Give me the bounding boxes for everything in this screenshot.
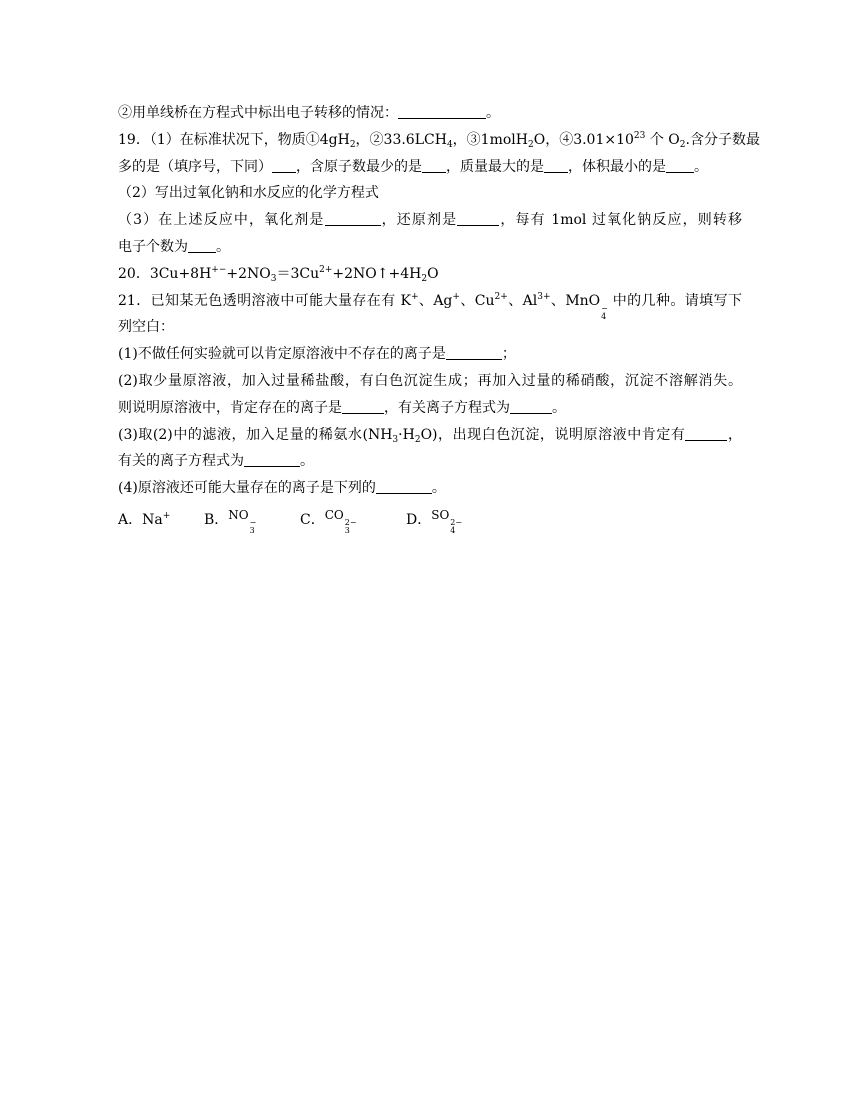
superscript: − bbox=[249, 517, 257, 527]
subscript: 3 bbox=[270, 273, 277, 284]
q21-line2 bbox=[118, 317, 742, 338]
superscript: +− bbox=[211, 264, 227, 275]
q19-part2-line bbox=[118, 183, 742, 204]
q20-equation: 20．3Cu+8H bbox=[118, 265, 212, 282]
q19-text: 个 O bbox=[645, 131, 680, 148]
q21-part3-line2 bbox=[118, 451, 742, 472]
q21-part2-line2 bbox=[118, 398, 742, 419]
answer-blank bbox=[685, 426, 727, 441]
q19-text: ，③1molH bbox=[452, 131, 528, 148]
superscript: + bbox=[452, 291, 460, 302]
subscript: 2 bbox=[421, 273, 428, 284]
q21-text: (2)取少量原溶液，加入过量稀盐酸，有白色沉淀生成；再加入过量的稀硝酸，沉淀不溶解消失。 bbox=[118, 372, 742, 389]
punct: 。 bbox=[694, 158, 708, 175]
q21-part4-line bbox=[118, 478, 742, 499]
subscript: 3 bbox=[344, 525, 350, 535]
q21-part2-line bbox=[118, 371, 742, 392]
q21-part1-line bbox=[118, 344, 742, 365]
q19-text: 多的是（填序号，下同） bbox=[118, 158, 272, 175]
choice-c-label: C． bbox=[300, 511, 325, 528]
q19-part3-line2 bbox=[118, 237, 742, 258]
q21-part3-line bbox=[118, 425, 742, 446]
q19-text: ，体积最小的是 bbox=[568, 158, 666, 175]
superscript: − bbox=[601, 303, 608, 313]
q21-text: ，有关离子方程式为 bbox=[384, 399, 510, 416]
q21-text: (3)取(2)中的滤液，加入足量的稀氨水(NH bbox=[118, 426, 393, 443]
q21-text: 则说明原溶液中，肯定存在的离子是 bbox=[118, 399, 342, 416]
q19-text: .含分子数最 bbox=[685, 131, 760, 148]
q21-text: 中的几种。请填写下 bbox=[607, 292, 743, 309]
subscript: 3 bbox=[392, 434, 399, 445]
ion-formula: CO bbox=[324, 507, 344, 522]
q21-text: 、MnO bbox=[550, 292, 601, 309]
q21-text: ·H bbox=[398, 426, 415, 443]
q21-text: 21．已知某无色透明溶液中可能大量存在有 K bbox=[118, 292, 411, 309]
subscript: 2 bbox=[349, 139, 356, 150]
answer-blank bbox=[457, 211, 499, 226]
subscript: 4 bbox=[601, 311, 607, 321]
q21-text: O)，出现白色沉淀，说明原溶液中肯定有 bbox=[420, 426, 686, 443]
choice-a bbox=[118, 510, 204, 531]
q18-part2-text: ②用单线桥在方程式中标出电子转移的情况： bbox=[118, 105, 398, 121]
ion-formula: NO bbox=[228, 507, 249, 522]
q21-text: (1)不做任何实验就可以肯定原溶液中不存在的离子是 bbox=[118, 346, 446, 363]
q21-text: 、Cu bbox=[459, 292, 495, 309]
superscript: 3+ bbox=[537, 291, 551, 302]
answer-blank bbox=[342, 399, 384, 414]
q21-text: 、Ag bbox=[418, 292, 453, 309]
subscript: 4 bbox=[446, 139, 453, 150]
subscript: 2 bbox=[679, 139, 686, 150]
q19-text: 电子个数为 bbox=[118, 238, 188, 255]
choice-d-ion bbox=[431, 505, 462, 535]
choice-b-ion bbox=[228, 505, 256, 535]
answer-blank bbox=[244, 452, 300, 467]
answer-blank bbox=[544, 158, 568, 173]
superscript: 2− bbox=[344, 517, 357, 527]
q19-text: ，②33.6LCH bbox=[355, 131, 447, 148]
subscript: 3 bbox=[249, 525, 255, 535]
answer-blank bbox=[376, 479, 432, 494]
choice-d bbox=[406, 505, 496, 535]
q20-equation: +2NO bbox=[226, 265, 271, 282]
answer-blank bbox=[446, 345, 502, 360]
answer-blank bbox=[666, 158, 694, 173]
q19-text: ，每有 1mol 过氧化钠反应，则转移 bbox=[499, 212, 742, 229]
choice-c bbox=[300, 505, 406, 535]
superscript: + bbox=[162, 510, 171, 521]
q21-text: 有关的离子方程式为 bbox=[118, 453, 244, 470]
q19-text: ，还原剂是 bbox=[380, 212, 458, 229]
q19-text: ，含原子数最少的是 bbox=[296, 158, 422, 175]
q21-text: 列空白： bbox=[118, 319, 174, 336]
punct: 。 bbox=[552, 399, 566, 416]
q19-text: O，④3.01×10 bbox=[533, 131, 634, 148]
q19-part2-text: （2）写出过氧化钠和水反应的化学方程式 bbox=[118, 185, 379, 202]
superscript: 23 bbox=[633, 130, 646, 141]
q21-text: 、Al bbox=[507, 292, 538, 309]
ion-script bbox=[250, 519, 257, 535]
q19-part3-line bbox=[118, 210, 742, 231]
choice-a-label: A．Na bbox=[118, 511, 163, 528]
superscript: 2+ bbox=[319, 264, 333, 275]
question-content bbox=[118, 103, 760, 535]
choice-b bbox=[204, 505, 300, 535]
answer-blank bbox=[188, 238, 216, 253]
punct: 。 bbox=[431, 480, 446, 497]
ion-script bbox=[345, 519, 357, 535]
answer-blank bbox=[325, 211, 381, 226]
q18-part2-line bbox=[118, 103, 742, 124]
ion-script bbox=[601, 305, 608, 321]
q19-line2 bbox=[118, 157, 742, 178]
choice-c-ion bbox=[325, 505, 357, 535]
q19-text: ，质量最大的是 bbox=[446, 158, 544, 175]
q19-text: （3）在上述反应中，氧化剂是 bbox=[118, 212, 325, 229]
q20-equation: +2NO↑+4H bbox=[332, 265, 422, 282]
q20-equation: ＝3Cu bbox=[276, 265, 320, 282]
q21-line1 bbox=[118, 291, 743, 321]
answer-blank bbox=[398, 104, 486, 119]
answer-blank bbox=[510, 399, 552, 414]
q20-equation: O bbox=[427, 265, 439, 282]
ion-script bbox=[450, 519, 462, 535]
choices-line bbox=[118, 505, 742, 535]
punct: ； bbox=[501, 346, 516, 363]
punct: 。 bbox=[486, 105, 500, 121]
punct: ， bbox=[727, 426, 742, 443]
q20-line bbox=[118, 264, 742, 285]
q19-text: 19．（1）在标准状况下，物质①4gH bbox=[118, 131, 350, 148]
punct: 。 bbox=[216, 238, 230, 255]
q19-line1 bbox=[118, 130, 760, 151]
subscript: 2 bbox=[527, 139, 534, 150]
choice-b-label: B． bbox=[204, 511, 229, 528]
answer-blank bbox=[272, 158, 296, 173]
answer-blank bbox=[422, 158, 446, 173]
q21-text: (4)原溶液还可能大量存在的离子是下列的 bbox=[118, 480, 376, 497]
superscript: 2− bbox=[450, 517, 463, 527]
superscript: 2+ bbox=[494, 291, 508, 302]
choice-d-label: D． bbox=[406, 511, 432, 528]
superscript: + bbox=[410, 291, 419, 302]
subscript: 2 bbox=[414, 434, 421, 445]
punct: 。 bbox=[300, 453, 314, 470]
subscript: 4 bbox=[450, 525, 456, 535]
ion-formula: SO bbox=[431, 507, 450, 522]
